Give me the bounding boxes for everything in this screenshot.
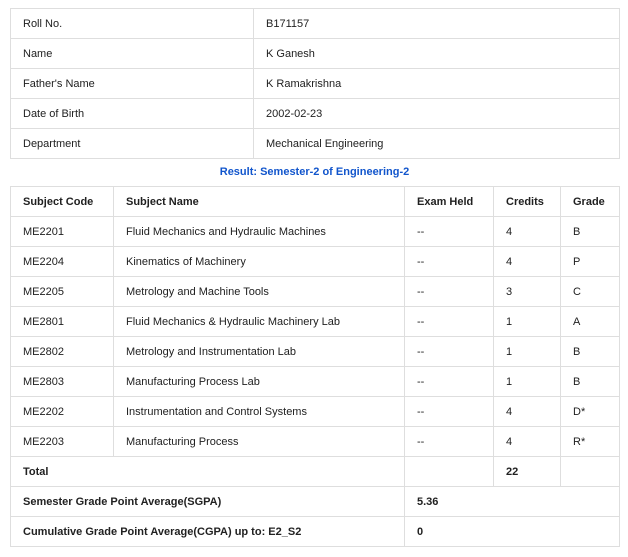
- info-value-date-of-birth: 2002-02-23: [254, 99, 620, 129]
- exam-held-cell: --: [405, 397, 494, 427]
- exam-held-cell: --: [405, 307, 494, 337]
- table-row: [11, 129, 620, 159]
- total-credits-cell: 22: [494, 457, 561, 487]
- table-row: [11, 367, 620, 397]
- table-row: [11, 337, 620, 367]
- exam-held-cell: --: [405, 217, 494, 247]
- grade-cell: D*: [561, 397, 620, 427]
- grade-cell: P: [561, 247, 620, 277]
- subject-code-cell: ME2203: [11, 427, 114, 457]
- total-row: [11, 457, 620, 487]
- sgpa-label: Semester Grade Point Average(SGPA): [11, 487, 405, 517]
- table-row: [11, 307, 620, 337]
- table-row: [11, 69, 620, 99]
- subject-name-cell: Manufacturing Process Lab: [114, 367, 405, 397]
- exam-held-cell: --: [405, 337, 494, 367]
- exam-held-cell: --: [405, 277, 494, 307]
- table-header-row: [11, 187, 620, 217]
- total-grade-cell: [561, 457, 620, 487]
- subject-name-cell: Metrology and Machine Tools: [114, 277, 405, 307]
- subject-code-cell: ME2801: [11, 307, 114, 337]
- subject-code-cell: ME2803: [11, 367, 114, 397]
- grade-cell: C: [561, 277, 620, 307]
- credits-cell: 3: [494, 277, 561, 307]
- table-row: [11, 9, 620, 39]
- credits-cell: 1: [494, 337, 561, 367]
- subject-name-cell: Fluid Mechanics & Hydraulic Machinery Lab: [114, 307, 405, 337]
- credits-cell: 1: [494, 307, 561, 337]
- table-row: [11, 427, 620, 457]
- subject-name-cell: Instrumentation and Control Systems: [114, 397, 405, 427]
- grade-cell: B: [561, 337, 620, 367]
- header-grade: Grade: [561, 187, 620, 217]
- subject-name-cell: Fluid Mechanics and Hydraulic Machines: [114, 217, 405, 247]
- exam-held-cell: --: [405, 367, 494, 397]
- subject-code-cell: ME2802: [11, 337, 114, 367]
- credits-cell: 1: [494, 367, 561, 397]
- credits-cell: 4: [494, 397, 561, 427]
- total-label: Total: [11, 457, 405, 487]
- table-row: [11, 99, 620, 129]
- subject-name-cell: Manufacturing Process: [114, 427, 405, 457]
- sgpa-row: [11, 487, 620, 517]
- info-label-fathers-name: Father's Name: [11, 69, 254, 99]
- grade-cell: A: [561, 307, 620, 337]
- info-label-date-of-birth: Date of Birth: [11, 99, 254, 129]
- results-table: [10, 186, 620, 547]
- info-label-department: Department: [11, 129, 254, 159]
- info-value-roll-no: B171157: [254, 9, 620, 39]
- student-info-table: [10, 8, 620, 159]
- exam-held-cell: --: [405, 247, 494, 277]
- credits-cell: 4: [494, 217, 561, 247]
- info-label-name: Name: [11, 39, 254, 69]
- header-subject-name: Subject Name: [114, 187, 405, 217]
- subject-code-cell: ME2201: [11, 217, 114, 247]
- header-exam-held: Exam Held: [405, 187, 494, 217]
- cgpa-value: 0: [405, 517, 620, 547]
- cgpa-row: [11, 517, 620, 547]
- result-section-title: Result: Semester-2 of Engineering-2: [219, 166, 410, 178]
- info-label-roll-no: Roll No.: [11, 9, 254, 39]
- header-subject-code: Subject Code: [11, 187, 114, 217]
- table-row: [11, 39, 620, 69]
- grade-cell: B: [561, 367, 620, 397]
- info-value-department: Mechanical Engineering: [254, 129, 620, 159]
- table-row: [11, 247, 620, 277]
- credits-cell: 4: [494, 427, 561, 457]
- subject-code-cell: ME2202: [11, 397, 114, 427]
- header-credits: Credits: [494, 187, 561, 217]
- subject-code-cell: ME2205: [11, 277, 114, 307]
- table-row: [11, 277, 620, 307]
- total-exam-held-cell: [405, 457, 494, 487]
- table-row: [11, 397, 620, 427]
- cgpa-label: Cumulative Grade Point Average(CGPA) up to: E2_S2: [11, 517, 405, 547]
- grade-cell: R*: [561, 427, 620, 457]
- credits-cell: 4: [494, 247, 561, 277]
- subject-name-cell: Metrology and Instrumentation Lab: [114, 337, 405, 367]
- exam-held-cell: --: [405, 427, 494, 457]
- info-value-fathers-name: K Ramakrishna: [254, 69, 620, 99]
- subject-name-cell: Kinematics of Machinery: [114, 247, 405, 277]
- sgpa-value: 5.36: [405, 487, 620, 517]
- table-row: [11, 217, 620, 247]
- subject-code-cell: ME2204: [11, 247, 114, 277]
- info-value-name: K Ganesh: [254, 39, 620, 69]
- grade-cell: B: [561, 217, 620, 247]
